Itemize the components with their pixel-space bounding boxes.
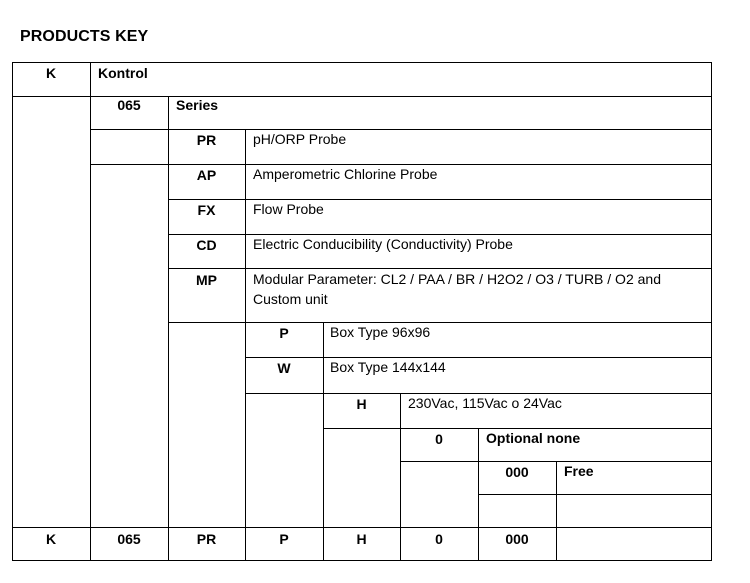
table-rule (323, 322, 324, 561)
table-rule (556, 461, 557, 561)
example-code-cell: 0 (435, 531, 443, 547)
code-mp: MP (196, 272, 217, 288)
table-rule (168, 199, 712, 200)
page-title: PRODUCTS KEY (20, 28, 149, 45)
code-w: W (277, 360, 291, 376)
example-code-cell: K (45, 531, 57, 547)
table-rule (90, 62, 91, 561)
label-ap: Amperometric Chlorine Probe (253, 166, 438, 182)
table-rule (245, 129, 246, 561)
table-rule (478, 494, 712, 495)
label-box-96: Box Type 96x96 (330, 324, 431, 340)
example-code-cell: 065 (117, 531, 141, 547)
label-optional: Optional none (486, 430, 581, 446)
table-rule (711, 62, 712, 561)
code-fx: FX (197, 202, 216, 218)
label-mp-line1: Modular Parameter: CL2 / PAA / BR / H2O2 / O3 / TURB / O2 and (253, 271, 661, 287)
label-kontrol: Kontrol (98, 65, 148, 81)
label-cd: Electric Conducibility (Conductivity) Probe (253, 236, 513, 252)
code-h: H (356, 396, 367, 412)
code-pr: PR (196, 132, 217, 148)
code-series: 065 (117, 97, 141, 113)
example-code-cell: PR (196, 531, 217, 547)
label-mp-line2: Custom unit (253, 291, 328, 307)
code-k: K (45, 65, 57, 81)
code-ap: AP (196, 167, 217, 183)
label-power: 230Vac, 115Vac o 24Vac (408, 395, 562, 411)
example-code-cell: P (279, 531, 289, 547)
code-optional: 0 (435, 431, 443, 447)
code-cd: CD (196, 237, 217, 253)
table-rule (12, 527, 712, 528)
table-rule (12, 560, 712, 561)
example-code-cell: H (356, 531, 367, 547)
table-rule (12, 62, 13, 561)
label-series: Series (176, 97, 219, 113)
code-free: 000 (505, 464, 529, 480)
label-pr: pH/ORP Probe (253, 131, 347, 147)
example-code-cell: 000 (505, 531, 529, 547)
label-fx: Flow Probe (253, 201, 324, 217)
code-p: P (279, 325, 289, 341)
label-box-144: Box Type 144x144 (330, 359, 446, 375)
label-free: Free (564, 463, 594, 479)
